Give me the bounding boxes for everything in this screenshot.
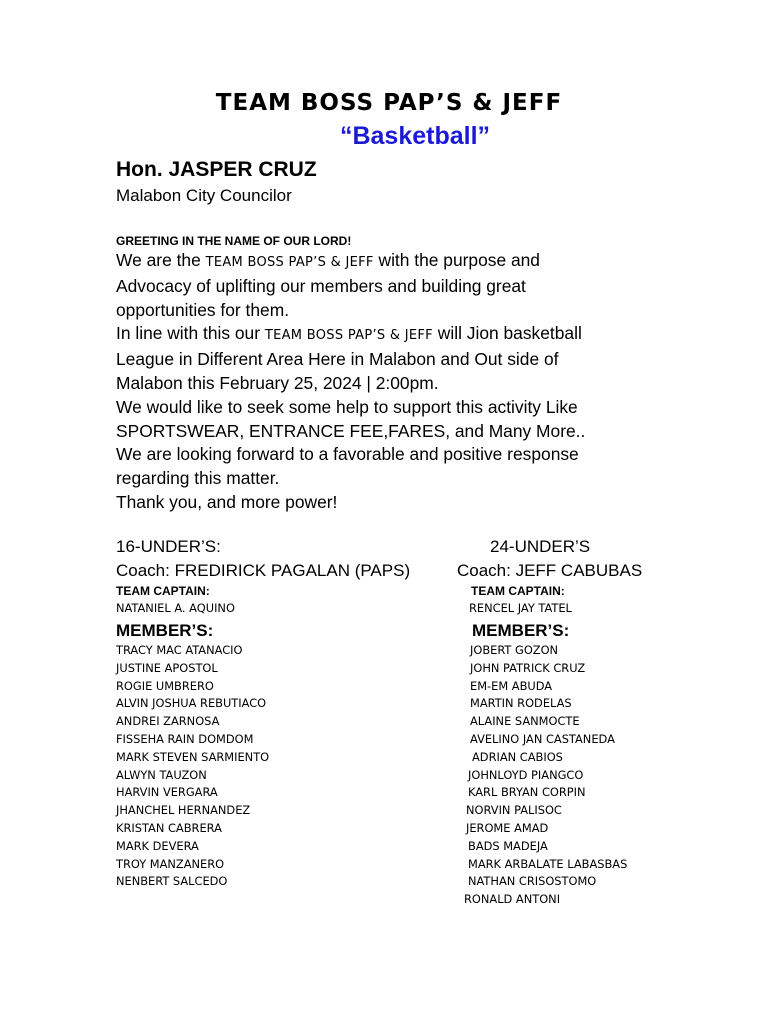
body-line: We would like to seek some help to support this activity Like <box>116 396 578 417</box>
member-item: AVELINO JAN CASTANEDA <box>470 732 615 746</box>
member-item: ANDREI ZARNOSA <box>116 714 220 729</box>
member-item: MARK ARBALATE LABASBAS <box>468 856 628 871</box>
member-item: TRACY MAC ATANACIO <box>116 643 243 657</box>
right-captain-name: RENCEL JAY TATEL <box>469 601 572 615</box>
member-item: RONALD ANTONI <box>464 892 561 907</box>
right-members-label: MEMBER’S: <box>472 621 570 640</box>
body-line: Advocacy of uplifting our members and building great <box>116 275 526 296</box>
body-text-segment: with the purpose and <box>373 250 540 270</box>
document-subtitle: “Basketball” <box>339 122 491 150</box>
member-item: JOHN PATRICK CRUZ <box>470 660 586 675</box>
member-item: JHANCHEL HERNANDEZ <box>116 803 251 818</box>
left-members-label: MEMBER’S: <box>116 621 214 640</box>
member-item: ADRIAN CABIOS <box>472 749 563 764</box>
member-item: ALVIN JOSHUA REBUTIACO <box>116 696 267 711</box>
letter-body <box>116 249 676 515</box>
member-item: EM-EM ABUDA <box>470 678 553 693</box>
member-item: ALWYN TAUZON <box>116 767 207 782</box>
left-coach: Coach: FREDIRICK PAGALAN (PAPS) <box>116 561 411 580</box>
addressee-name: Hon. JASPER CRUZ <box>116 158 317 181</box>
member-item: MARK STEVEN SARMIENTO <box>116 749 270 764</box>
team-name-inline: TEAM BOSS PAP’S & JEFF <box>264 328 433 344</box>
member-item: MARTIN RODELAS <box>470 696 572 711</box>
member-item: NENBERT SALCEDO <box>116 874 228 889</box>
member-item: MARK DEVERA <box>116 838 199 853</box>
member-item: TROY MANZANERO <box>116 856 225 871</box>
body-text-segment: In line with this our <box>116 323 265 344</box>
member-item: NATHAN CRISOSTOMO <box>468 874 597 889</box>
member-item: JEROME AMAD <box>466 821 549 835</box>
member-item: KARL BRYAN CORPIN <box>468 785 586 800</box>
member-item: JOHNLOYD PIANGCO <box>468 767 584 782</box>
member-item: ALAINE SANMOCTE <box>470 714 580 729</box>
addressee-role: Malabon City Councilor <box>116 186 292 205</box>
body-line: League in Different Area Here in Malabon and Out side of <box>116 349 559 370</box>
document-title: TEAM BOSS PAP’S & JEFF <box>215 90 563 116</box>
member-item: JOBERT GOZON <box>470 643 559 657</box>
closing-line: Thank you, and more power! <box>116 491 338 512</box>
body-line: regarding this matter. <box>116 468 280 489</box>
body-text-segment: We are the <box>116 250 206 270</box>
member-item: FISSEHA RAIN DOMDOM <box>116 732 254 746</box>
left-captain-label: TEAM CAPTAIN: <box>116 584 210 598</box>
body-line: We are looking forward to a favorable and positive response <box>116 444 579 465</box>
body-text-segment: will Jion basketball <box>432 323 582 344</box>
body-line: opportunities for them. <box>116 299 290 320</box>
member-item: KRISTAN CABRERA <box>116 821 222 835</box>
left-captain-name: NATANIEL A. AQUINO <box>116 601 235 615</box>
greeting-line: GREETING IN THE NAME OF OUR LORD! <box>116 234 352 248</box>
member-item: BADS MADEJA <box>468 838 548 853</box>
body-line <box>116 249 676 275</box>
left-division: 16-UNDER’S: <box>116 537 221 556</box>
member-item: ROGIE UMBRERO <box>116 678 214 693</box>
right-captain-label: TEAM CAPTAIN: <box>471 584 565 598</box>
right-division: 24-UNDER’S <box>490 537 591 556</box>
body-line: Malabon this February 25, 2024 | 2:00pm. <box>116 372 439 393</box>
body-line: SPORTSWEAR, ENTRANCE FEE,FARES, and Many More.. <box>116 420 586 441</box>
team-name-inline: TEAM BOSS PAP’S & JEFF <box>205 255 374 270</box>
body-line <box>116 322 676 348</box>
member-item: HARVIN VERGARA <box>116 785 218 800</box>
right-coach: Coach: JEFF CABUBAS <box>457 561 643 580</box>
member-item: JUSTINE APOSTOL <box>116 660 218 675</box>
member-item: NORVIN PALISOC <box>466 803 562 818</box>
